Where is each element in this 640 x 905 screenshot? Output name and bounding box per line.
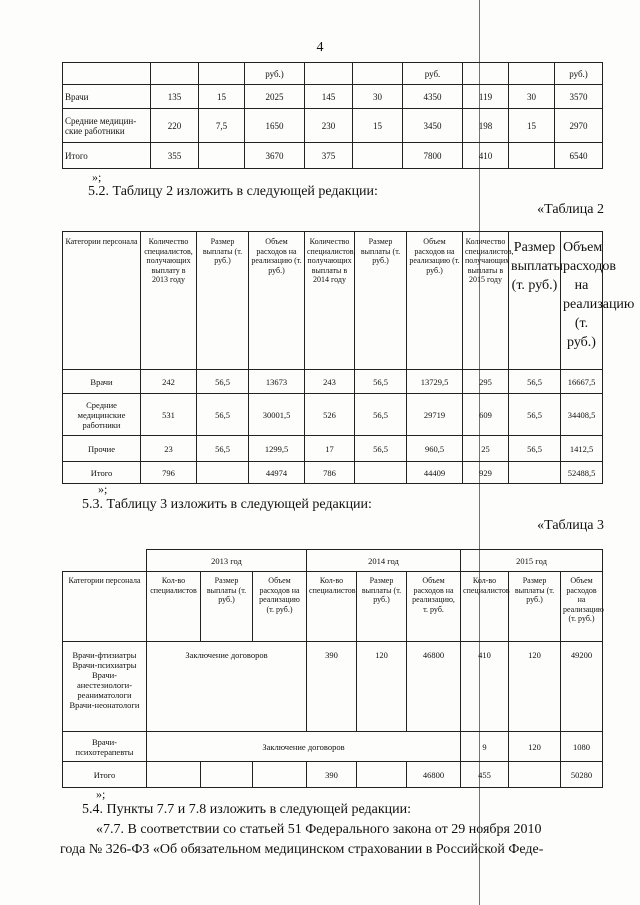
table-row: Итого 390 46800 455 50280 [63,762,603,788]
table-row: Средние медицинские работники 531 56,5 30001,5 526 56,5 29719 609 56,5 34408,5 [63,394,603,436]
table-header-row: Категории персонала Количество специалистов, получающих выплату в 2013 году Размер выплаты (т. руб.) Объем расходов на реализацию (т. руб.) Количество специалистов, получающих выплаты в 2014 году Размер выплаты (т. руб.) Объем расходов на реализацию (т. руб.) Количество специалистов, получающих выплаты в 2015 году Размер выплаты (т. руб.) Объем расходов на реализацию (т. руб.) [63,232,603,370]
table-row: Врачи 135 15 2025 145 30 4350 119 30 3570 [63,85,603,109]
table-row: Прочие 23 56,5 1299,5 17 56,5 960,5 25 56,5 1412,5 [63,436,603,462]
table-row: Средние медицин-ские работники 220 7,5 1650 230 15 3450 198 15 2970 [63,109,603,143]
table-row: Итого 796 44974 786 44409 929 52488,5 [63,462,603,484]
table-row: Врачи-психотерапевты Заключение договоров 9 120 1080 [63,732,603,762]
quote-close-2: »; [98,482,108,496]
table-3 [62,549,603,788]
table-2 [62,231,635,484]
table-row: Врачи-фтизиатры Врачи-психиатры Врачи-анестезиологи-реаниматологи Врачи-неонатологи Заключение договоров 390 120 46800 410 120 49200 [63,642,603,732]
paragraph-line-1: «7.7. В соответствии со статьей 51 Федерального закона от 29 ноября 2010 [96,822,542,837]
section-5-2-heading: 5.2. Таблицу 2 изложить в следующей редакции: [88,184,378,199]
year-2014: 2014 год [307,550,461,572]
year-2015: 2015 год [461,550,603,572]
table-row: руб.) руб. руб.) [63,63,603,85]
paragraph-line-2: года № 326-ФЗ «Об обязательном медицинском страховании в Российской Феде- [60,842,544,857]
table-row: Итого 355 3670 375 7800 410 6540 [63,143,603,169]
section-5-3-heading: 5.3. Таблицу 3 изложить в следующей редакции: [82,497,372,512]
table-year-row [63,550,603,572]
year-2013: 2013 год [147,550,307,572]
table-3-caption: «Таблица 3 [537,518,604,533]
table-header-row: Категории персонала Кол-во специалистов Размер выплаты (т. руб.) Объем расходов на реализацию (т. руб.) Кол-во специалистов Размер выплаты (т. руб.) Объем расходов на реализацию, т. руб. Кол-во специалистов Размер выплаты (т. руб.) Объем расходов на реализацию (т. руб.) [63,572,603,642]
quote-close-3: »; [96,787,106,801]
table-2-caption: «Таблица 2 [537,202,604,217]
table-1-continuation [62,62,603,169]
quote-close-1: »; [92,170,102,184]
table-row: Врачи 242 56,5 13673 243 56,5 13729,5 295 56,5 16667,5 [63,370,603,394]
section-5-4-heading: 5.4. Пункты 7.7 и 7.8 изложить в следующей редакции: [82,802,412,817]
page-number: 4 [316,40,324,55]
